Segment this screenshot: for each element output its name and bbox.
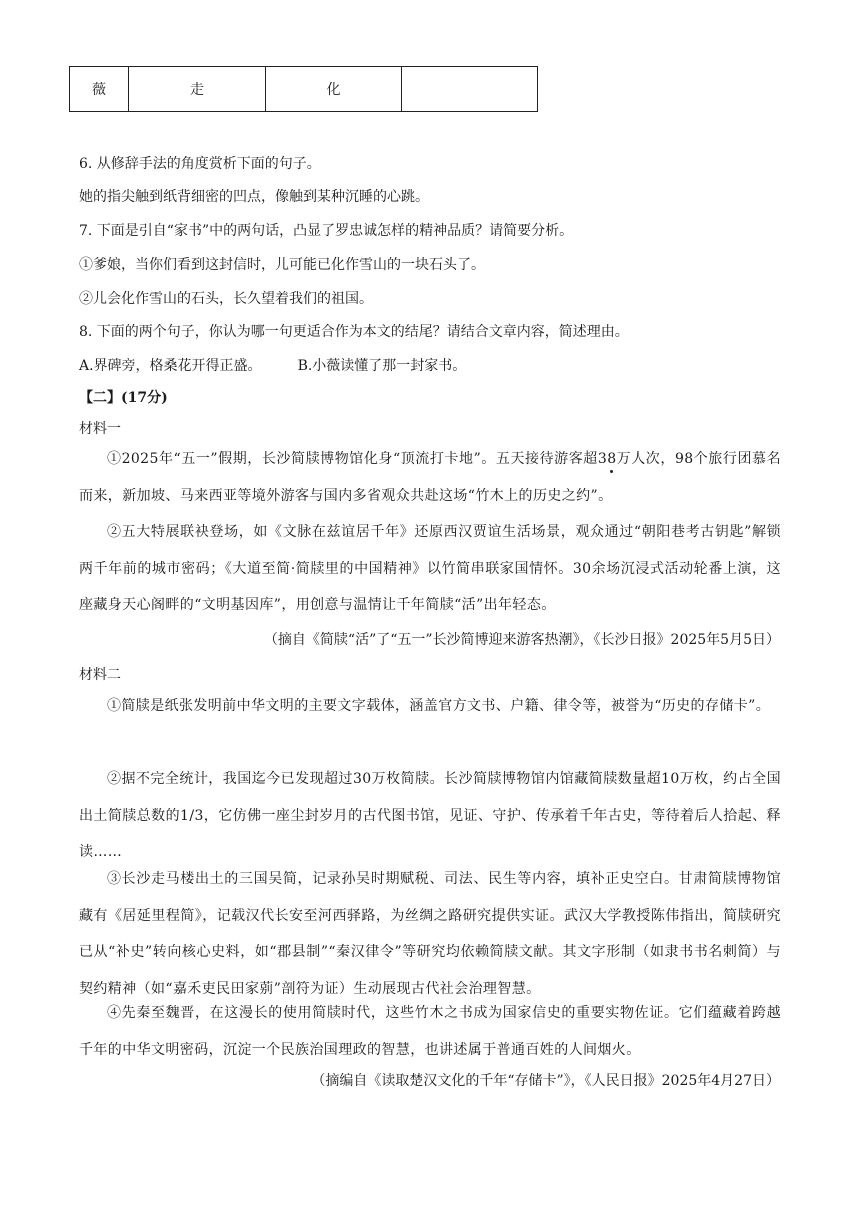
character-table: [69, 66, 538, 112]
emphasis-dot-digit: 8: [607, 451, 617, 467]
text-run: 万人次，98个旅行团慕名而来，新加坡、马来西亚等境外游客与国内多省观众共赴这场“竹木上的历史之约”。: [79, 451, 781, 504]
question-8-options: [79, 356, 780, 376]
table-row: [70, 67, 538, 112]
material-2-source: （摘编自《读取楚汉文化的千年“存储卡”》，《人民日报》2025年4月27日）: [311, 1073, 780, 1089]
material-2-paragraph-3: ③长沙走马楼出土的三国吴简，记录孙吴时期赋税、司法、民生等内容，填补正史空白。甘肃简牍博物馆藏有《居延里程简》，记载汉代长安至河西驿路，为丝绸之路研究提供实证。武汉大学教授陈伟指出，简牍研究已从“补史”转向核心史料，如“郡县制”“秦汉律令”等研究均依赖简牍文献。其文字形制（如隶书书名刺简）与契约精神（如“嘉禾吏民田家莂”剖符为证）生动展现古代社会治理智慧。: [79, 871, 781, 997]
question-8: 8. 下面的两个句子，你认为哪一句更适合作为本文的结尾？请结合文章内容，简述理由。: [79, 324, 629, 340]
material-1-source: （摘自《简牍“活”了“五一”长沙简博迎来游客热潮》，《长沙日报》2025年5月5日）: [263, 632, 780, 648]
material-2-paragraph-1: ①简牍是纸张发明前中华文明的主要文字载体，涵盖官方文书、户籍、律令等，被誉为“历史的存储卡”。: [107, 698, 771, 714]
section-2-title: 【二】(17分): [79, 390, 168, 406]
text-run: ①2025年“五一”假期，长沙简牍博物馆化身“顶流打卡地”。五天接待游客超: [107, 451, 598, 467]
question-7: 7. 下面是引自“家书”中的两句话，凸显了罗忠诚怎样的精神品质？请简要分析。: [79, 223, 574, 239]
question-7-sentence-2: ②儿会化作雪山的石头，长久望着我们的祖国。: [79, 291, 373, 307]
material-2-paragraph-2: ②据不完全统计，我国迄今已发现超过30万枚简牍。长沙简牍博物馆内馆藏简牍数量超10万枚，约占全国出土简牍总数的1/3，它仿佛一座尘封岁月的古代图书馆，见证、守护、传承着千年古史，等待着后人拾起、释读……: [79, 771, 781, 860]
material-1-paragraph-1: [79, 441, 781, 514]
table-cell: 化: [266, 67, 402, 112]
text-run: 3: [597, 451, 608, 467]
material-2-label: 材料二: [79, 667, 121, 683]
material-2-paragraph-4: ④先秦至魏晋，在这漫长的使用简牍时代，这些竹木之书成为国家信史的重要实物佐证。它们蕴藏着跨越千年的中华文明密码，沉淀一个民族治国理政的智慧，也讲述属于普通百姓的人间烟火。: [79, 1005, 781, 1058]
table-cell: [402, 67, 538, 112]
question-6: 6. 从修辞手法的角度赏析下面的句子。: [79, 156, 321, 172]
option-b: B.小薇读懂了那一封家书。: [297, 358, 467, 374]
question-6-sentence: 她的指尖触到纸背细密的凹点，像触到某种沉睡的心跳。: [79, 189, 429, 205]
table-cell: 走: [129, 67, 266, 112]
question-7-sentence-1: ①爹娘，当你们看到这封信时，儿可能已化作雪山的一块石头了。: [79, 257, 485, 273]
option-a: A.界碑旁，格桑花开得正盛。: [79, 358, 262, 374]
table-cell: 薇: [70, 67, 129, 112]
material-1-paragraph-2: ②五大特展联袂登场，如《文脉在兹谊居千年》还原西汉贾谊生活场景，观众通过“朝阳巷考古钥匙”解锁两千年前的城市密码；《大道至简·简牍里的中国精神》以竹简串联家国情怀。30余场沉浸式活动轮番上演，这座藏身天心阁畔的“文明基因库”，用创意与温情让千年简牍“活”出年轻态。: [79, 524, 781, 613]
material-1-label: 材料一: [79, 421, 121, 437]
